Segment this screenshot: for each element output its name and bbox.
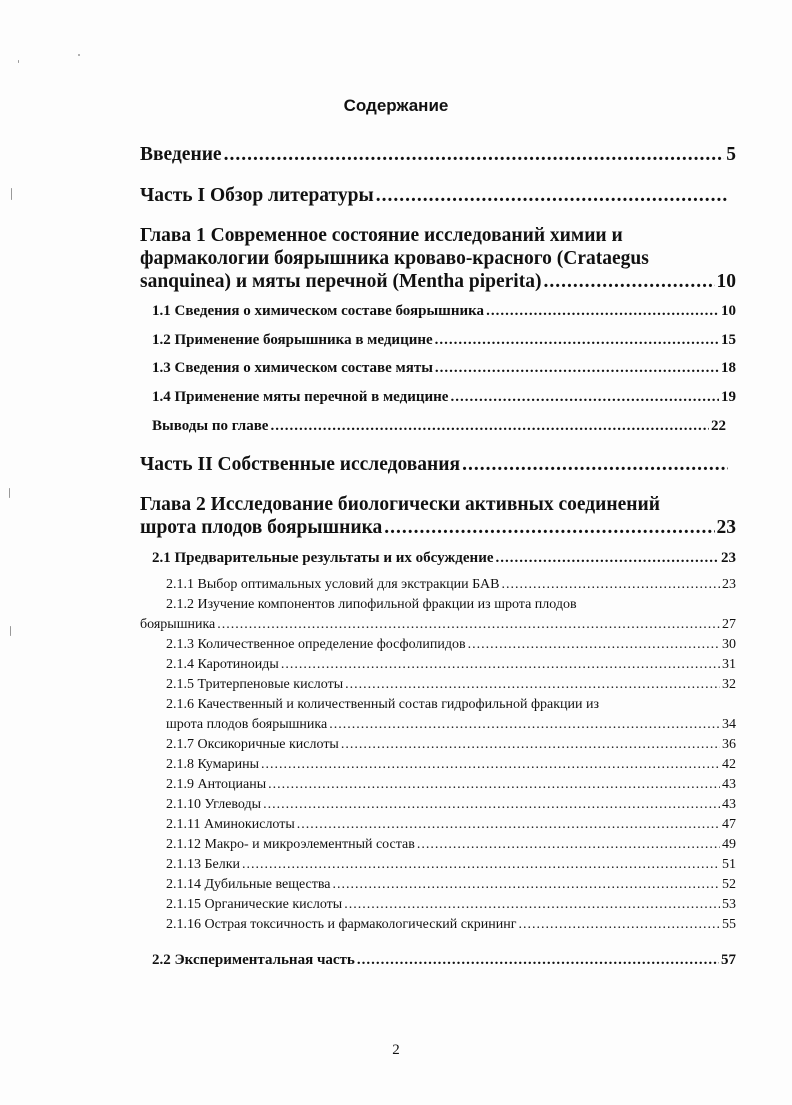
toc-entry-2-1-3[interactable] [166,637,736,653]
toc-page-number: 52 [722,877,736,892]
toc-page-number: 42 [722,757,736,772]
scan-speck [10,626,11,636]
toc-entry-chapter-1[interactable] [140,271,736,293]
toc-page-number: 36 [722,737,736,752]
dot-leader [376,185,728,207]
dot-leader [270,418,709,435]
toc-entry-chapter-2-line1: Глава 2 Исследование биологически активных соединений [140,494,660,515]
toc-page-number: 51 [722,857,736,872]
toc-entry-chapter-1-line2: фармакологии боярышника кроваво-красного (Crataegus [140,248,649,269]
toc-entry-text: 2.1 Предварительные результаты и их обсуждение [152,550,494,566]
toc-entry-text: 2.1.1 Выбор оптимальных условий для экстракции БАВ [166,577,500,592]
toc-entry-1-4[interactable] [152,389,736,406]
toc-entry-text: 2.1.13 Белки [166,857,241,872]
toc-entry-chapter-2[interactable] [140,517,736,539]
toc-entry-2-1-16[interactable] [166,917,736,933]
toc-entry-text: боярышника [140,617,216,632]
toc-page-number: 27 [722,617,736,632]
toc-entry-text: Часть I Обзор литературы [140,185,374,206]
toc-entry-2-1-5[interactable] [166,677,736,693]
toc-page-number: 43 [722,797,736,812]
dot-leader [297,817,720,833]
dot-leader [501,577,720,593]
toc-page-number: 10 [721,303,736,319]
toc-entry-text: 2.1.15 Органические кислоты [166,897,343,912]
dot-leader [281,657,720,673]
toc-page-number: 30 [722,637,736,652]
toc-title: Содержание [343,96,449,115]
toc-entry-introduction[interactable] [140,144,736,166]
dot-leader [435,332,719,349]
toc-page-number: 23 [721,550,736,566]
toc-entry-2-1-13[interactable] [166,857,736,873]
toc-entry-part-2[interactable] [140,454,730,476]
toc-entry-1-2[interactable] [152,332,736,349]
toc-entry-text: 2.1.12 Макро- и микроэлементный состав [166,837,415,852]
toc-entry-2-1-4[interactable] [166,657,736,673]
scan-speck [18,60,19,63]
scan-speck [78,54,80,56]
toc-entry-2-1-6[interactable] [166,717,736,733]
toc-entry-2-1-8[interactable] [166,757,736,773]
dot-leader [468,637,720,653]
toc-page-number: 23 [716,517,736,538]
toc-entry-text: Выводы по главе [152,418,269,434]
toc-page-number: 22 [711,418,726,434]
dot-leader [435,360,719,377]
toc-entry-text: 2.1.9 Антоцианы [166,777,267,792]
dot-leader [384,517,714,539]
toc-page-number: 23 [722,577,736,592]
toc-entry-text: 2.1.4 Каротиноиды [166,657,279,672]
scan-speck [11,188,12,200]
toc-page-number: 10 [716,271,736,292]
toc-page-number: 43 [722,777,736,792]
toc-entry-text: 1.2 Применение боярышника в медицине [152,332,433,348]
page-number: 2 [392,1042,400,1058]
dot-leader [341,737,720,753]
toc-entry-chapter-1-conclusions[interactable] [152,418,726,435]
toc-entry-text: 2.1.11 Аминокислоты [166,817,295,832]
toc-entry-text: 2.1.14 Дубильные вещества [166,877,331,892]
toc-entry-2-1-2-line1: 2.1.2 Изучение компонентов липофильной фракции из шрота плодов [166,597,577,612]
dot-leader [345,677,720,693]
toc-entry-part-1[interactable] [140,185,730,207]
toc-entry-text: 2.1.10 Углеводы [166,797,262,812]
toc-page-number: 5 [726,144,736,165]
dot-leader [344,897,720,913]
dot-leader [217,617,720,633]
toc-entry-2-1-9[interactable] [166,777,736,793]
toc-entry-1-3[interactable] [152,360,736,377]
toc-page-number: 47 [722,817,736,832]
toc-entry-2-1[interactable] [152,550,736,567]
toc-page-number: 32 [722,677,736,692]
dot-leader [224,144,725,166]
toc-entry-2-1-10[interactable] [166,797,736,813]
toc-entry-text: 2.1.3 Количественное определение фосфолипидов [166,637,466,652]
toc-entry-text: шрота плодов боярышника [140,517,383,538]
toc-page-number: 53 [722,897,736,912]
dot-leader [357,952,719,969]
toc-entry-text: 1.4 Применение мяты перечной в медицине [152,389,449,405]
toc-entry-2-1-6-line1: 2.1.6 Качественный и количественный состав гидрофильной фракции из [166,697,600,712]
dot-leader [486,303,719,320]
toc-page-number: 31 [722,657,736,672]
scan-speck [9,488,10,498]
toc-page-number: 19 [721,389,736,405]
toc-entry-2-1-15[interactable] [166,897,736,913]
toc-entry-2-1-11[interactable] [166,817,736,833]
toc-page-number: 18 [721,360,736,376]
toc-entry-text: 2.1.8 Кумарины [166,757,259,772]
toc-entry-text: 1.3 Сведения о химическом составе мяты [152,360,433,376]
dot-leader [518,917,720,933]
toc-entry-text: 2.1.5 Тритерпеновые кислоты [166,677,344,692]
dot-leader [329,717,720,733]
toc-page-number: 15 [721,332,736,348]
toc-entry-text: sanquinea) и мяты перечной (Mentha piperita) [140,271,542,292]
dot-leader [450,389,719,406]
toc-entry-chapter-1-line1: Глава 1 Современное состояние исследований химии и [140,225,623,246]
toc-entry-2-2[interactable] [152,952,736,969]
toc-entry-text: 2.1.7 Оксикоричные кислоты [166,737,339,752]
toc-entry-1-1[interactable] [152,303,736,320]
toc-entry-text: 1.1 Сведения о химическом составе боярышника [152,303,485,319]
toc-page-number: 34 [722,717,736,732]
dot-leader [496,550,720,567]
toc-entry-text: 2.1.16 Острая токсичность и фармакологический скрининг [166,917,517,932]
toc-page-number: 55 [722,917,736,932]
toc-entry-2-1-14[interactable] [166,877,736,893]
toc-entry-text: Введение [140,144,222,165]
toc-entry-2-1-2[interactable] [140,617,736,633]
dot-leader [268,777,720,793]
dot-leader [242,857,720,873]
toc-page-number: 49 [722,837,736,852]
toc-entry-text: 2.2 Экспериментальная часть [152,952,355,968]
toc-entry-text: Часть II Собственные исследования [140,454,461,475]
toc-entry-2-1-7[interactable] [166,737,736,753]
toc-page-number: 57 [721,952,736,968]
toc-entry-2-1-12[interactable] [166,837,736,853]
toc-entry-text: шрота плодов боярышника [166,717,328,732]
toc-entry-2-1-1[interactable] [166,577,736,593]
dot-leader [263,797,720,813]
dot-leader [417,837,720,853]
dot-leader [462,454,728,476]
dot-leader [261,757,720,773]
dot-leader [543,271,714,293]
dot-leader [333,877,720,893]
